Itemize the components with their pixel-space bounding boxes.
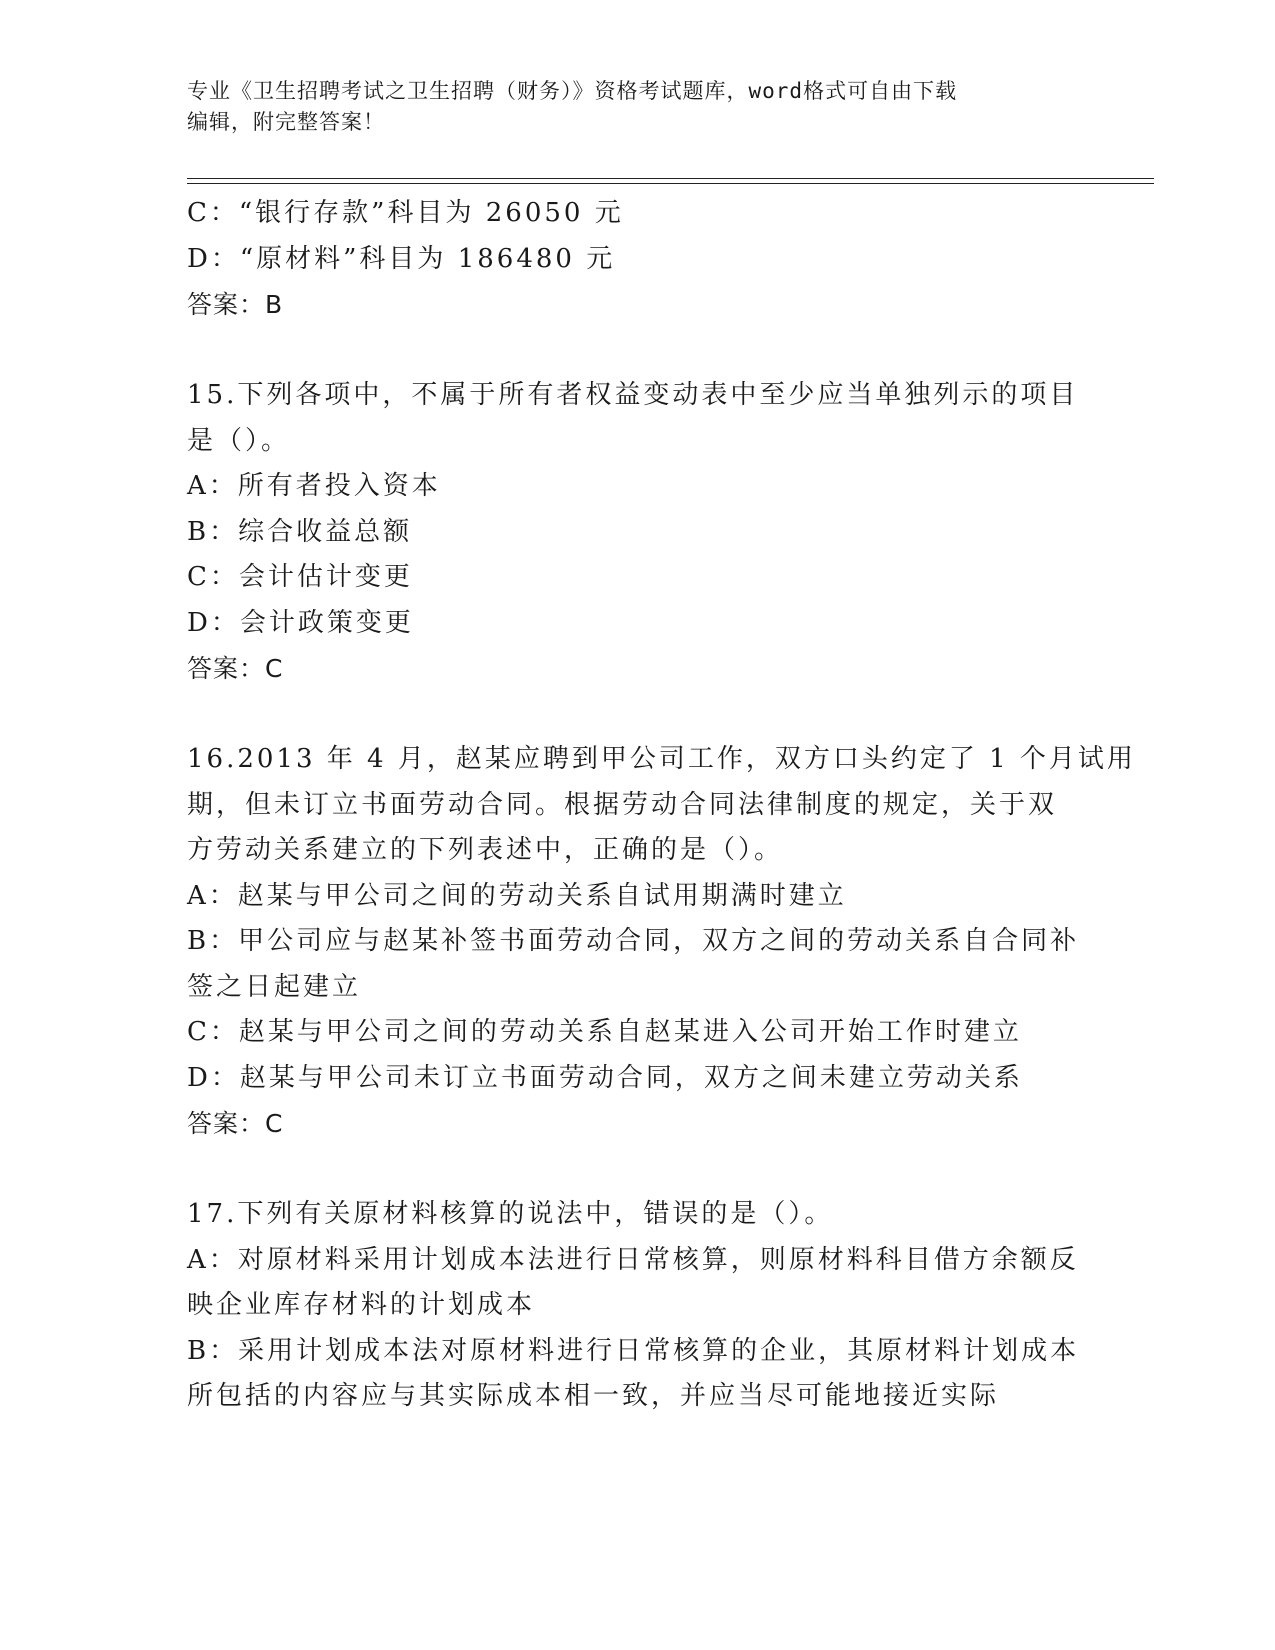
answer: 答案：C bbox=[187, 654, 284, 683]
option-d: D：“原材料”科目为 186480 元 bbox=[187, 243, 616, 274]
header-line-1: 专业《卫生招聘考试之卫生招聘（财务）》资格考试题库，word格式可自由下载 bbox=[187, 79, 958, 103]
document-header bbox=[187, 76, 1067, 138]
option-c: C：“银行存款”科目为 26050 元 bbox=[187, 198, 624, 228]
option-b: B：采用计划成本法对原材料进行日常核算的企业，其原材料计划成本 bbox=[187, 1335, 1080, 1366]
question-stem: 期，但未订立书面劳动合同。根据劳动合同法律制度的规定，关于双 bbox=[187, 789, 1058, 820]
question-16 bbox=[187, 737, 1136, 1147]
option-d: D：赵某与甲公司未订立书面劳动合同，双方之间未建立劳动关系 bbox=[187, 1062, 1023, 1093]
option-c: C：赵某与甲公司之间的劳动关系自赵某进入公司开始工作时建立 bbox=[187, 1017, 1022, 1047]
previous-question-tail bbox=[187, 191, 1087, 328]
option-a-continued: 映企业库存材料的计划成本 bbox=[187, 1290, 536, 1320]
question-stem: 15.下列各项中，不属于所有者权益变动表中至少应当单独列示的项目 bbox=[187, 380, 1079, 410]
header-divider-top bbox=[187, 178, 1154, 179]
option-b: B：综合收益总额 bbox=[187, 516, 413, 547]
option-b-continued: 签之日起建立 bbox=[187, 971, 362, 1002]
answer: 答案：B bbox=[187, 290, 284, 319]
option-d: D：会计政策变更 bbox=[187, 607, 414, 638]
answer: 答案：C bbox=[187, 1109, 284, 1138]
question-15 bbox=[187, 373, 1087, 692]
header-line-2: 编辑，附完整答案！ bbox=[187, 110, 385, 134]
question-stem: 16.2013 年 4 月，赵某应聘到甲公司工作，双方口头约定了 1 个月试用 bbox=[187, 744, 1136, 774]
option-c: C：会计估计变更 bbox=[187, 562, 413, 592]
question-stem: 是（）。 bbox=[187, 425, 291, 456]
question-content bbox=[187, 191, 1136, 1420]
option-a: A：赵某与甲公司之间的劳动关系自试用期满时建立 bbox=[187, 880, 847, 911]
question-17 bbox=[187, 1192, 1087, 1420]
option-a: A：所有者投入资本 bbox=[187, 471, 441, 501]
option-b: B：甲公司应与赵某补签书面劳动合同，双方之间的劳动关系自合同补 bbox=[187, 926, 1080, 956]
header-divider-bottom bbox=[187, 183, 1154, 184]
question-stem: 方劳动关系建立的下列表述中，正确的是（）。 bbox=[187, 835, 784, 865]
option-b-continued: 所包括的内容应与其实际成本相一致，并应当尽可能地接近实际 bbox=[187, 1381, 1000, 1411]
option-a: A：对原材料采用计划成本法进行日常核算，则原材料科目借方余额反 bbox=[187, 1244, 1079, 1275]
question-stem: 17.下列有关原材料核算的说法中，错误的是（）。 bbox=[187, 1199, 834, 1229]
